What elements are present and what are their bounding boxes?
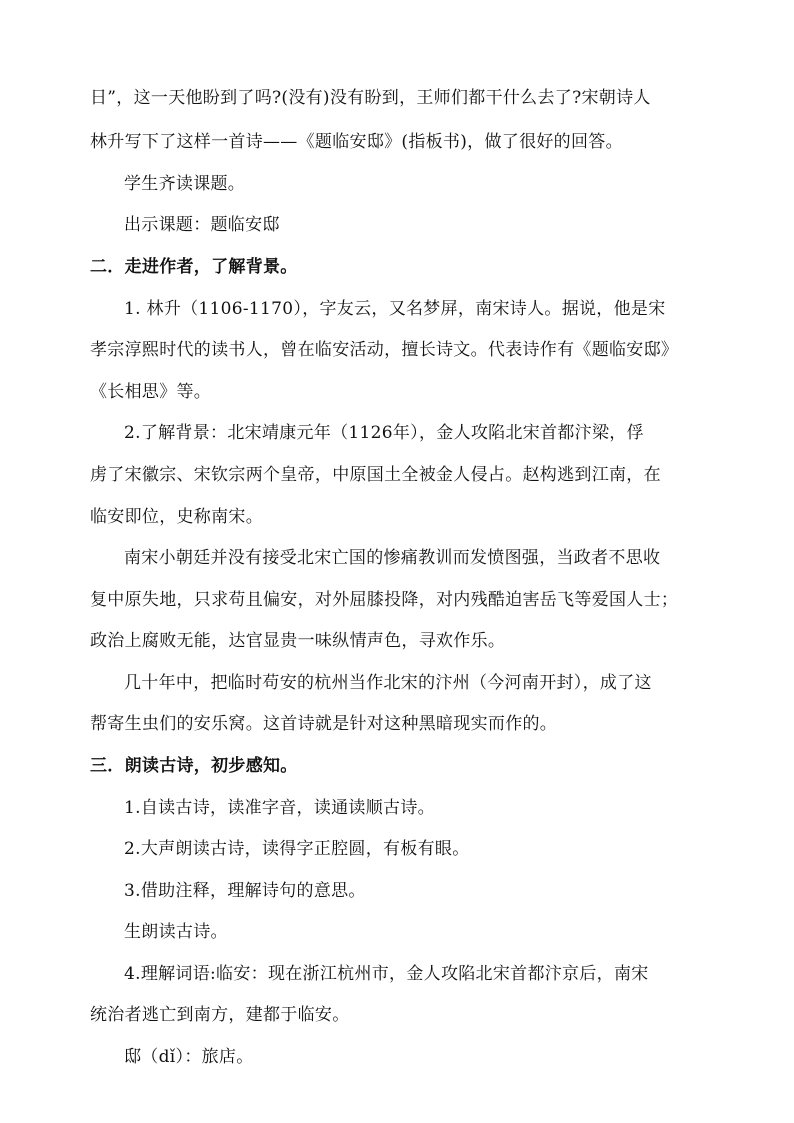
paragraph-line: 孝宗淳熙时代的读书人，曾在临安活动，擅长诗文。代表诗作有《题临安邸》 [90, 340, 679, 360]
paragraph-line: 几十年中，把临时苟安的杭州当作北宋的汴州（今河南开封），成了这 [124, 673, 652, 693]
paragraph-line: 邸（dǐ）：旅店。 [124, 1047, 254, 1067]
paragraph-line: 1. 林升（1106-1170），字友云，又名梦屏，南宋诗人。据说，他是宋 [124, 299, 666, 319]
paragraph-line: 临安即位，史称南宋。 [90, 507, 263, 527]
list-item: 1.自读古诗，读准字音，读通读顺古诗。 [124, 798, 435, 818]
list-item: 4.理解词语:临安：现在浙江杭州市，金人攻陷北宋首都汴京后，南宋 [124, 964, 649, 984]
section-heading: 三．朗读古诗，初步感知。 [90, 756, 298, 776]
paragraph-line: 林升写下了这样一首诗——《题临安邸》(指板书)，做了很好的回答。 [90, 132, 623, 152]
paragraph-line: 学生齐读课题。 [124, 174, 246, 194]
paragraph-line: 帮寄生虫们的安乐窝。这首诗就是针对这种黑暗现实而作的。 [90, 714, 558, 734]
paragraph-line: 生朗读古诗。 [124, 922, 228, 942]
paragraph-line: 南宋小朝廷并没有接受北宋亡国的惨痛教训而发愤图强，当政者不思收 [124, 548, 661, 568]
paragraph-line: 出示课题：题临安邸 [124, 215, 280, 235]
paragraph-line: 政治上腐败无能，达官显贵一味纵情声色，寻欢作乐。 [90, 631, 506, 651]
paragraph-line: 《长相思》等。 [90, 382, 212, 402]
paragraph-line: 统治者逃亡到南方，建都于临安。 [90, 1005, 350, 1025]
section-heading: 二．走进作者，了解背景。 [90, 257, 298, 277]
paragraph-line: 复中原失地，只求苟且偏安，对外屈膝投降，对内残酷迫害岳飞等爱国人士； [90, 590, 679, 610]
list-item: 2.大声朗读古诗，读得字正腔圆，有板有眼。 [124, 839, 470, 859]
paragraph-line: 日”，这一天他盼到了吗?(没有)没有盼到，王师们都干什么去了?宋朝诗人 [90, 88, 651, 108]
list-item: 3.借助注释，理解诗句的意思。 [124, 881, 366, 901]
paragraph-line: 2.了解背景：北宋靖康元年（1126年），金人攻陷北宋首都汴梁，俘 [124, 423, 644, 443]
paragraph-line: 虏了宋徽宗、宋钦宗两个皇帝，中原国土全被金人侵占。赵构逃到江南，在 [90, 465, 661, 485]
